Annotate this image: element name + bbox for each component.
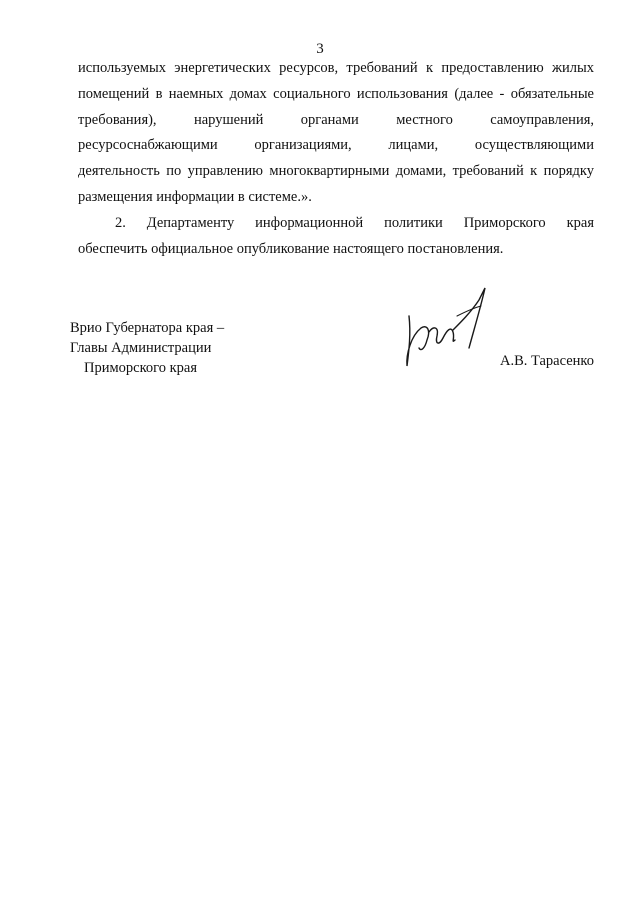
signer-name: А.В. Тарасенко [499,353,594,369]
handwritten-signature-icon [395,286,495,372]
signatory-title-line: Главы Администрации [70,340,212,356]
text-line: ресурсоснабжающими организациями, лицами, осуществляющими [78,137,594,154]
text-line: требования), нарушений органами местного самоуправления, [78,111,594,128]
text-line: используемых энергетических ресурсов, требований к предоставлению жилых [78,60,594,76]
signatory-title-line: Врио Губернатора края – [70,320,225,336]
signatory-title-line: Приморского края [84,360,198,376]
signatory-title [70,318,224,378]
item-2-line: обеспечить официальное опубликование настоящего постановления. [78,240,504,257]
page-number: 3 [316,41,324,57]
text-line: деятельность по управлению многоквартирными домами, требований к порядку [78,163,594,180]
document-body [78,56,594,262]
text-line: помещений в наемных домах социального использования (далее - обязательные [78,85,594,102]
text-line: размещения информации в системе.». [78,188,312,205]
item-2-line: 2. Департаменту информационной политики Приморского края [115,214,594,231]
